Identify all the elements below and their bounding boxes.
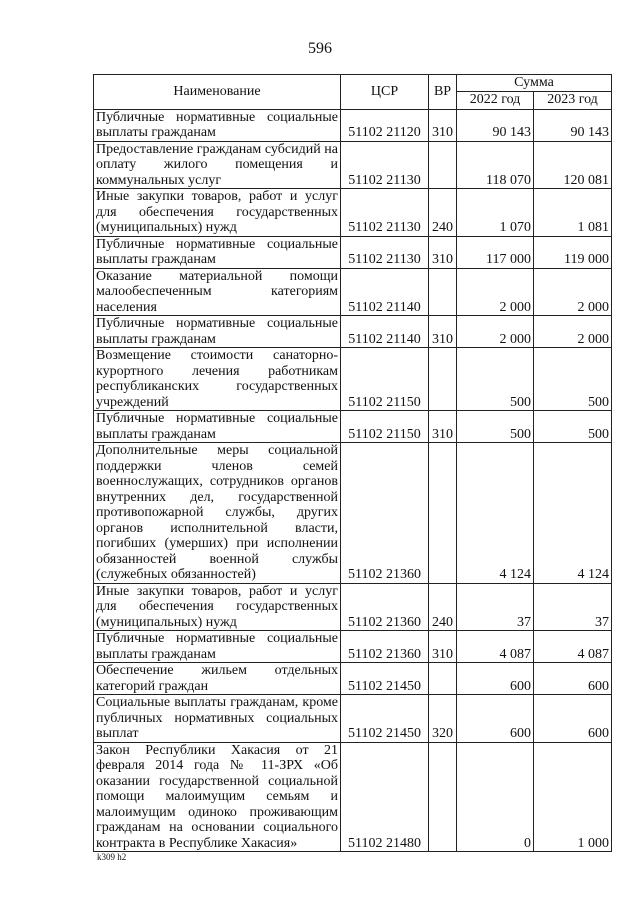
row-name-cell: Публичные нормативные социальные выплаты гражданам: [94, 109, 341, 141]
row-vr-cell: 310: [429, 236, 457, 268]
row-csr-cell: 51102 21360: [341, 583, 429, 631]
footer-code: k309 h2: [97, 852, 127, 862]
row-name-cell: Социальные выплаты гражданам, кроме публичных нормативных социальных выплат: [94, 695, 341, 743]
row-csr-cell: 51102 21360: [341, 631, 429, 663]
table-row: [94, 189, 612, 237]
table-row: [94, 141, 612, 189]
row-sum-2023-cell: 500: [534, 411, 612, 443]
row-csr-cell: 51102 21140: [341, 316, 429, 348]
row-sum-2023-cell: 600: [534, 663, 612, 695]
header-year-2023: 2023 год: [534, 91, 612, 109]
row-vr-cell: 310: [429, 109, 457, 141]
row-csr-cell: 51102 21130: [341, 236, 429, 268]
table-row: [94, 695, 612, 743]
row-name-cell: Предоставление гражданам субсидий на оплату жилого помещения и коммунальных услуг: [94, 141, 341, 189]
row-name-cell: Публичные нормативные социальные выплаты гражданам: [94, 236, 341, 268]
row-sum-2022-cell: 2 000: [457, 268, 534, 316]
row-vr-cell: 310: [429, 631, 457, 663]
row-sum-2023-cell: 90 143: [534, 109, 612, 141]
row-csr-cell: 51102 21140: [341, 268, 429, 316]
header-name: Наименование: [94, 75, 341, 110]
row-sum-2023-cell: 119 000: [534, 236, 612, 268]
row-name-cell: Оказание материальной помощи малообеспеченным категориям населения: [94, 268, 341, 316]
row-sum-2022-cell: 0: [457, 742, 534, 852]
row-name-cell: Публичные нормативные социальные выплаты гражданам: [94, 631, 341, 663]
table-row: [94, 631, 612, 663]
row-sum-2023-cell: 4 124: [534, 443, 612, 584]
row-vr-cell: [429, 742, 457, 852]
header-year-2022: 2022 год: [457, 91, 534, 109]
row-vr-cell: 310: [429, 411, 457, 443]
row-sum-2023-cell: 2 000: [534, 268, 612, 316]
row-sum-2022-cell: 500: [457, 348, 534, 411]
table-row: [94, 348, 612, 411]
row-csr-cell: 51102 21130: [341, 189, 429, 237]
table-row: [94, 236, 612, 268]
row-sum-2023-cell: 120 081: [534, 141, 612, 189]
header-csr: ЦСР: [341, 75, 429, 110]
row-sum-2022-cell: 500: [457, 411, 534, 443]
page-number: 596: [308, 40, 332, 57]
row-sum-2022-cell: 90 143: [457, 109, 534, 141]
row-sum-2023-cell: 2 000: [534, 316, 612, 348]
row-csr-cell: 51102 21360: [341, 443, 429, 584]
row-csr-cell: 51102 21480: [341, 742, 429, 852]
row-vr-cell: [429, 348, 457, 411]
row-sum-2022-cell: 4 087: [457, 631, 534, 663]
budget-table: [93, 74, 612, 852]
row-sum-2023-cell: 4 087: [534, 631, 612, 663]
row-vr-cell: [429, 663, 457, 695]
row-name-cell: Возмещение стоимости санаторно-курортного лечения работникам республиканских государственных учреждений: [94, 348, 341, 411]
table-row: [94, 443, 612, 584]
row-vr-cell: [429, 443, 457, 584]
row-sum-2023-cell: 37: [534, 583, 612, 631]
row-name-cell: Дополнительные меры социальной поддержки членов семей военнослужащих, сотрудников органов внутренних дел, государственной противопожарной службы, других органов исполнительной власти, погибших (умерших) при исполнении обязанностей военной службы (служебных обязанностей): [94, 443, 341, 584]
row-csr-cell: 51102 21150: [341, 348, 429, 411]
row-sum-2022-cell: 118 070: [457, 141, 534, 189]
row-name-cell: Иные закупки товаров, работ и услуг для обеспечения государственных (муниципальных) нужд: [94, 189, 341, 237]
table-row: [94, 742, 612, 852]
row-csr-cell: 51102 21450: [341, 695, 429, 743]
table-header: [94, 75, 612, 110]
row-vr-cell: [429, 141, 457, 189]
row-name-cell: Иные закупки товаров, работ и услуг для обеспечения государственных (муниципальных) нужд: [94, 583, 341, 631]
row-csr-cell: 51102 21450: [341, 663, 429, 695]
header-vr: ВР: [429, 75, 457, 110]
row-name-cell: Закон Республики Хакасия от 21 февраля 2014 года № 11-ЗРХ «Об оказании государственной социальной помощи малоимущим семьям и малоимущим одиноко проживающим гражданам на основании социального контракта в Республике Хакасия»: [94, 742, 341, 852]
row-vr-cell: 310: [429, 316, 457, 348]
row-sum-2023-cell: 1 000: [534, 742, 612, 852]
row-sum-2023-cell: 1 081: [534, 189, 612, 237]
row-name-cell: Публичные нормативные социальные выплаты гражданам: [94, 316, 341, 348]
row-csr-cell: 51102 21120: [341, 109, 429, 141]
header-sum: Сумма: [457, 75, 612, 92]
row-vr-cell: 240: [429, 189, 457, 237]
row-sum-2022-cell: 2 000: [457, 316, 534, 348]
row-sum-2022-cell: 600: [457, 695, 534, 743]
table-row: [94, 411, 612, 443]
row-sum-2022-cell: 4 124: [457, 443, 534, 584]
row-csr-cell: 51102 21150: [341, 411, 429, 443]
row-sum-2023-cell: 500: [534, 348, 612, 411]
row-vr-cell: 240: [429, 583, 457, 631]
row-sum-2022-cell: 1 070: [457, 189, 534, 237]
row-name-cell: Публичные нормативные социальные выплаты гражданам: [94, 411, 341, 443]
row-sum-2022-cell: 117 000: [457, 236, 534, 268]
table-row: [94, 316, 612, 348]
row-name-cell: Обеспечение жильем отдельных категорий граждан: [94, 663, 341, 695]
row-sum-2022-cell: 600: [457, 663, 534, 695]
row-vr-cell: [429, 268, 457, 316]
row-sum-2023-cell: 600: [534, 695, 612, 743]
table-row: [94, 583, 612, 631]
row-csr-cell: 51102 21130: [341, 141, 429, 189]
table-row: [94, 268, 612, 316]
row-vr-cell: 320: [429, 695, 457, 743]
row-sum-2022-cell: 37: [457, 583, 534, 631]
table-row: [94, 109, 612, 141]
table-body: [94, 109, 612, 852]
table-row: [94, 663, 612, 695]
